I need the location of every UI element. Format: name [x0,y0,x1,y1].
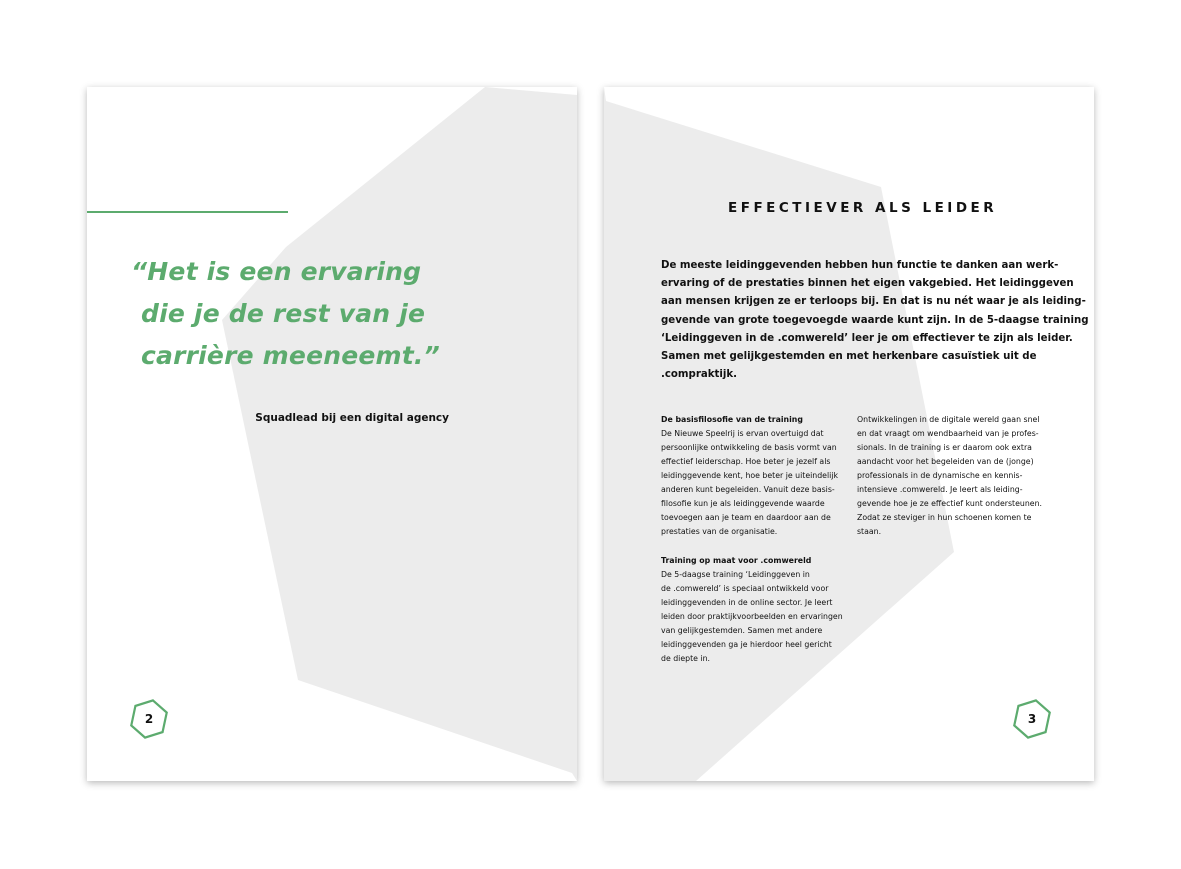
body-line: sionals. In de training is er daarom ook extra [857,443,1032,452]
body-line: leidinggevenden ga je hierdoor heel gericht [661,640,832,649]
intro-line: ‘Leidinggeven in de .comwereld’ leer je om effectiever te zijn als leider. [661,332,1073,344]
body-line: effectief leiderschap. Hoe beter je jezelf als [661,457,831,466]
section-ontwikkelingen [857,413,1047,539]
body-line: prestaties van de organisatie. [661,527,778,536]
body-line: leidinggevenden in de online sector. Je leert [661,598,833,607]
quote-line: “Het is een ervaring [131,257,422,286]
section-basisfilosofie [661,413,851,539]
page-number: 3 [1027,712,1037,726]
intro-line: Samen met gelijkgestemden en met herkenbare casuïstiek uit de [661,351,1037,363]
page-number-badge [129,697,169,741]
body-line: De 5-daagse training ‘Leidinggeven in [661,570,810,579]
body-line: en dat vraagt om wendbaarheid van je profes- [857,429,1039,438]
body-line: Ontwikkelingen in de digitale wereld gaan snel [857,415,1040,424]
intro-paragraph [661,257,1089,384]
quote-line: die je de rest van je [141,299,426,328]
body-line: persoonlijke ontwikkeling de basis vormt van [661,443,837,452]
intro-line: aan mensen krijgen ze er terloops bij. En dat is nu nét waar je als leiding- [661,296,1086,308]
pull-quote [131,251,471,377]
page-number: 2 [144,712,154,726]
body-line: leiden door praktijkvoorbeelden en ervaringen [661,612,843,621]
page-2 [87,87,577,781]
accent-rule [87,211,288,213]
body-line: de diepte in. [661,654,711,663]
body-line: filosofie kun je als leidinggevende waarde [661,499,825,508]
body-line: anderen kunt begeleiden. Vanuit deze basis- [661,485,835,494]
hexagon-background-shape [87,87,577,781]
body-line: toevoegen aan je team en daardoor aan de [661,513,831,522]
quote-line: carrière meeneemt.” [141,341,440,370]
intro-line: gevende van grote toegevoegde waarde kunt zijn. In de 5-daagse training [661,314,1089,326]
body-line: leidinggevende kent, hoe beter je uiteindelijk [661,471,838,480]
intro-line: .compraktijk. [661,369,737,381]
body-line: intensieve .comwereld. Je leert als leiding- [857,485,1023,494]
page-number-badge [1012,697,1052,741]
body-line: de .comwereld’ is speciaal ontwikkeld voor [661,584,829,593]
body-line: professionals in de dynamische en kennis- [857,471,1023,480]
body-line: Zodat ze steviger in hun schoenen komen te [857,513,1032,522]
section-title: Training op maat voor .comwereld [661,556,812,565]
page-heading: EFFECTIEVER ALS LEIDER [728,200,998,216]
page-3 [604,87,1094,781]
section-title: De basisfilosofie van de training [661,415,803,424]
body-line: aandacht voor het begeleiden van de (jonge) [857,457,1034,466]
intro-line: De meeste leidinggevenden hebben hun functie te danken aan werk- [661,260,1059,271]
body-line: gevende hoe je ze effectief kunt ondersteunen. [857,499,1042,508]
section-training-op-maat [661,554,851,666]
quote-attribution: Squadlead bij een digital agency [255,412,449,424]
body-line: van gelijkgestemden. Samen met andere [661,626,823,635]
intro-line: ervaring of de prestaties binnen het eigen vakgebied. Het leidinggeven [661,278,1074,290]
body-line: staan. [857,527,882,536]
body-line: De Nieuwe Speelrij is ervan overtuigd dat [661,429,824,438]
